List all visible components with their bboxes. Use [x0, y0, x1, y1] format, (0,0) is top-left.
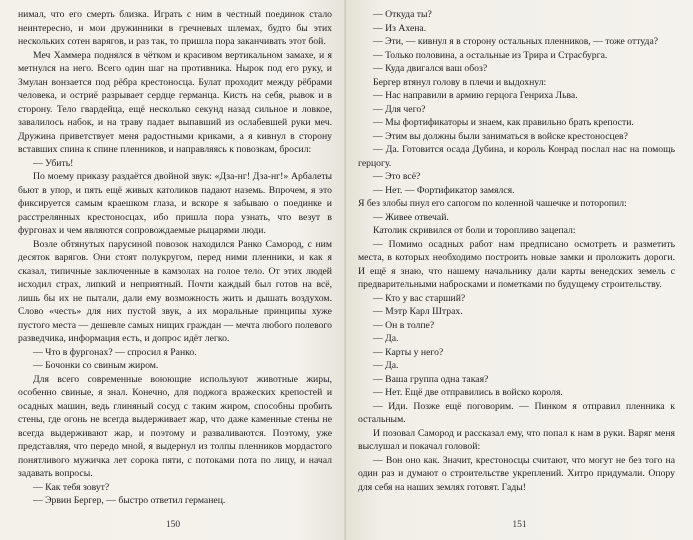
paragraph: — Да. Готовится осада Дубина, и король Конрад послал нас на помощь герцогу.	[358, 144, 675, 169]
paragraph: — Он в толпе?	[373, 319, 435, 331]
paragraph: — Живее отвечай.	[373, 211, 449, 223]
paragraph: — Эти, — кивнул я в сторону остальных пленников, — тоже оттуда?	[373, 36, 659, 47]
paragraph: — Для чего?	[373, 103, 426, 115]
paragraph: — Как тебя зовут?	[33, 481, 110, 493]
paragraph: — Этим вы должны были заниматься в войске крестоносцев?	[373, 130, 628, 142]
left-page	[0, 0, 346, 540]
paragraph: — Мэтр Карл Штрах.	[373, 306, 463, 317]
paragraph: Для всего современные воюющие используют животные жиры, особенно свиные, я знал. Конечно, для поджога вражеских крепостей и осадных машин, ведь глиняный сосуд с таким жиром, способны пробить стены, где огонь не всегда выдерживает жар, что даже каменные стены не всегда выдерживают жар, и поэтому и разваливаются. Поэтому, уже представляя, что передо мной, я выдернул из толпы пленников мордастого понятливого мужичка лет сорока пяти, с потоками пота по лицу, и начал задавать вопросы.	[18, 373, 332, 479]
left-page-number: 150	[165, 520, 181, 530]
paragraph: — Нет. Ещё две отправились в войско короля.	[373, 387, 563, 398]
paragraph: — Мы фортификаторы и знаем, как правильно брать крепости.	[373, 117, 634, 128]
left-page-text	[18, 8, 332, 508]
paragraph: Католик скривился от боли и торопливо зацепал:	[373, 225, 576, 236]
paragraph: — Нас направили в армию герцога Генриха Льва.	[373, 90, 578, 101]
paragraph: — Помимо осадных работ нам предписано осмотреть и разметить места, в которых необходимо построить новые замки и проложить дороги. И ещё я знаю, что нашему начальнику дали карты венедских земель с предварительными набросками и пометками по будущему строительству.	[358, 238, 675, 290]
paragraph: — Из Ахена.	[373, 22, 427, 34]
paragraph: нимал, что его смерть близка. Играть с ним в честный поединок стало неинтересно, и мои дружинники в гречневых шлемах, будто бы этих нескольких сотен варягов, и раз так, то пришла пора заканчивать этот бой.	[18, 9, 332, 47]
paragraph: — Бочонки со свиным жиром.	[33, 360, 159, 371]
paragraph: — Что в фургонах? — спросил я Ранко.	[33, 346, 197, 358]
paragraph: — Это всё?	[373, 171, 421, 182]
paragraph: — Эрвин Бергер, — быстро ответил германец.	[33, 495, 226, 506]
right-page-number: 151	[512, 520, 527, 530]
paragraph: И позовал Самород и рассказал ему, что попал к нам в руки. Варяг меня выслушал и покачал головой:	[358, 427, 675, 452]
paragraph: — Кто у вас старший?	[373, 292, 466, 304]
paragraph: — Ваша группа одна такая?	[373, 373, 489, 385]
paragraph: Бергер втянул голову в плечи и выдохнул:	[373, 76, 547, 88]
paragraph: — Куда двигался ваш обоз?	[373, 63, 488, 74]
right-page	[346, 0, 693, 540]
paragraph: — Вон оно как. Значит, крестоносцы считают, что могут не без того на один раз и думают о строительстве укреплений. Хитро придумали. Опору для себя на наших землях готовят. Гады!	[358, 454, 675, 493]
paragraph: Я без злобы пнул его сапогом по коленной чашечке и поторопил:	[358, 198, 627, 209]
paragraph: По моему приказу раздаётся двойной звук: «Дза-нг! Дза-нг!» Арбалеты бьют в упор, и пять ещё живых католиков падают наземь. Впрочем, я это фиксируется самым краешком глаза, и вскоре я забываю о поединке и расстрелянных крестоносцах, ибо пришла пора узнать, что везут в фургонах и чем являются сопровождаемые рыцарями люди.	[18, 171, 332, 236]
paragraph: — Да.	[373, 333, 399, 344]
paragraph: — Нет. — Фортификатор замялся.	[373, 184, 515, 196]
paragraph: — Убить!	[33, 157, 74, 169]
paragraph: — Карты у него?	[373, 346, 444, 358]
paragraph: — Откуда ты?	[373, 9, 432, 20]
paragraph: Меч Хаммера поднялся в чётком и красивом вертикальном замахе, и я метнулся на него. Всего один шаг на противника. Нырок под его руку, и Змулан вонзается под рёбра крестоносца. Булат проходит между рёбрами человека, и остриё разрывает сердце германца. Кисть на себя, рывок и в сторону. Тело гвардейца, ещё несколько секунд назад сильное и ловкое, завалилось набок, и на траву падает выпавший из ослабевшей руки меч. Дружина приветствует меня радостными криками, а я кивнул в сторону вставших спина к спине пленников, и направляясь к повозкам, бросил:	[18, 49, 332, 155]
paragraph: Возле обтянутых парусиной повозок находился Ранко Самород, с ним десяток варягов. Они стоят полукругом, перед ними пленники, и как я сказал, типичные заключенные в камзолах на голое тело. От этих людей исходил страх, липкий и неприятный. Почти каждый был готов на всё, лишь бы их не пытали, дали ему возможность жить и дышать воздухом. Слово «честь» для них пустой звук, а их моральные принципы хуже пустого места — дешевле самых нищих граждан — мечта любого полевого разведчика, информация есть, и допрос идёт легко.	[18, 238, 332, 344]
paragraph: — Только половина, а остальные из Трира и Страсбурга.	[373, 49, 608, 61]
paragraph: — Да.	[373, 360, 399, 371]
paragraph: — Иди. Позже ещё поговорим. — Пинком я отправил пленника к остальным.	[358, 400, 675, 425]
right-page-text	[358, 8, 675, 494]
